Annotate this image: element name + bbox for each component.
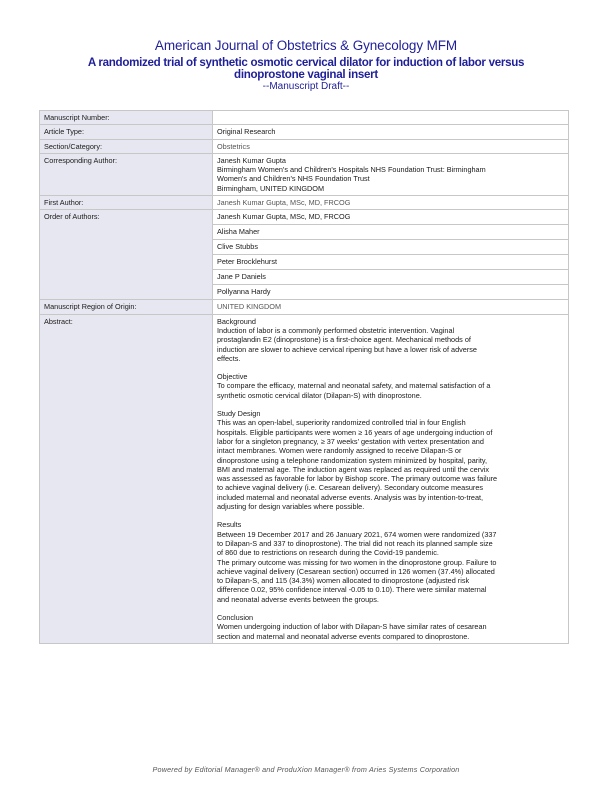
label-corresponding-author: Corresponding Author:	[40, 153, 213, 195]
value-abstract	[213, 314, 569, 643]
label-section: Section/Category:	[40, 139, 213, 153]
abstract-study-design	[217, 409, 564, 511]
abstract-line: hospitals. Eligible participants were women ≥ 16 years of age undergoing induction of	[217, 427, 493, 437]
abstract-heading: Results	[217, 520, 242, 530]
label-manuscript-number: Manuscript Number:	[40, 111, 213, 125]
abstract-line: labor for a singleton pregnancy, ≥ 37 weeks' gestation with vertex presentation and	[217, 436, 484, 446]
abstract-heading: Background	[217, 316, 256, 326]
abstract-objective	[217, 372, 564, 400]
row-corresponding-author	[40, 153, 569, 195]
row-order-of-authors	[40, 210, 569, 225]
author-entry: Jane P Daniels	[213, 270, 569, 285]
corresponding-line: Janesh Kumar Gupta	[217, 155, 286, 165]
manuscript-draft-label: --Manuscript Draft--	[262, 81, 350, 92]
abstract-line: intact membranes. Women were randomly assigned to receive Dilapan-S or	[217, 446, 462, 456]
abstract-line: dinoprostone using a telephone randomization system minimized by hospital, parity,	[217, 455, 487, 465]
abstract-line: This was an open-label, superiority randomized controlled trial in four English	[217, 418, 466, 428]
corresponding-line: Birmingham Women's and Children's Hospitals NHS Foundation Trust: Birmingham	[217, 165, 486, 175]
author-entry: Peter Brocklehurst	[213, 255, 569, 270]
journal-name: American Journal of Obstetrics & Gynecology MFM	[154, 38, 458, 53]
abstract-line: section and maternal and neonatal adverse events compared to dinoprostone.	[217, 631, 470, 641]
row-region-of-origin	[40, 300, 569, 314]
abstract-line: difference 0.02, 95% confidence interval -0.05 to 0.10). There were similar maternal	[217, 585, 487, 595]
abstract-line: prostaglandin E2 (dinoprostone) is a first-choice agent. Mechanical methods of	[217, 335, 471, 345]
abstract-line: To compare the efficacy, maternal and neonatal safety, and maternal satisfaction of a	[217, 381, 491, 391]
corresponding-line: Birmingham, UNITED KINGDOM	[217, 183, 325, 193]
abstract-conclusion	[217, 613, 564, 641]
value-first-author: Janesh Kumar Gupta, MSc, MD, FRCOG	[213, 196, 569, 210]
abstract-line: adjusting for design variables where possible.	[217, 502, 365, 512]
abstract-line: Women undergoing induction of labor with Dilapan-S have similar rates of cesarean	[217, 622, 487, 632]
row-abstract	[40, 314, 569, 643]
abstract-background	[217, 317, 564, 363]
abstract-line: induction are slower to achieve cervical ripening but have a lower risk of adverse	[217, 344, 477, 354]
abstract-line: synthetic osmotic cervical dilator (Dilapan-S) with dinoprostone.	[217, 390, 422, 400]
corresponding-line: Women's and Children's NHS Foundation Trust	[217, 174, 370, 184]
abstract-heading: Conclusion	[217, 612, 254, 622]
abstract-line: effects.	[217, 353, 241, 363]
label-first-author: First Author:	[40, 196, 213, 210]
abstract-line: was assessed as favorable for labor by Bishop score. The primary outcome was failure	[217, 474, 498, 484]
document-header	[0, 38, 612, 93]
abstract-line: to Dilapan-S, and 115 (34.3%) women allocated to dinoprostone (adjusted risk	[217, 576, 470, 586]
abstract-line: Between 19 December 2017 and 26 January 2021, 674 women were randomized (337	[217, 529, 497, 539]
abstract-line: and neonatal adverse events between the groups.	[217, 594, 379, 604]
value-manuscript-number	[213, 111, 569, 125]
abstract-line: achieve vaginal delivery (Cesarean section) occurred in 126 women (37.4%) allocated	[217, 566, 495, 576]
author-entry: Janesh Kumar Gupta, MSc, MD, FRCOG	[213, 210, 569, 225]
label-article-type: Article Type:	[40, 125, 213, 139]
author-entry: Alisha Maher	[213, 225, 569, 240]
row-section	[40, 139, 569, 153]
abstract-results	[217, 520, 564, 604]
row-article-type	[40, 125, 569, 139]
row-first-author	[40, 196, 569, 210]
abstract-line: included maternal and neonatal adverse events. Analysis was by intention-to-treat,	[217, 492, 484, 502]
abstract-line: BMI and maternal age. The induction agent was replaced as required until the cervix	[217, 464, 490, 474]
abstract-line: to achieve vaginal delivery (i.e. Cesarean delivery). Secondary outcome measures	[217, 483, 484, 493]
abstract-heading: Study Design	[217, 409, 261, 419]
abstract-line: of 860 due to restrictions on research during the Covid-19 pandemic.	[217, 548, 439, 558]
row-manuscript-number	[40, 111, 569, 125]
abstract-line: to Dilapan-S and 337 to dinoprostone). The trial did not reach its planned sample size	[217, 538, 493, 548]
manuscript-details-table	[39, 110, 569, 644]
label-order-of-authors: Order of Authors:	[40, 210, 213, 300]
article-title-line-2: dinoprostone vaginal insert	[234, 68, 378, 81]
abstract-line: Induction of labor is a commonly performed obstetric intervention. Vaginal	[217, 325, 455, 335]
abstract-heading: Objective	[217, 372, 248, 382]
value-article-type: Original Research	[213, 125, 569, 139]
abstract-line: The primary outcome was missing for two women in the dinoprostone group. Failure to	[217, 557, 497, 567]
label-abstract: Abstract:	[40, 314, 213, 643]
powered-by-footer: Powered by Editorial Manager® and ProduXion Manager® from Aries Systems Corporation	[152, 765, 460, 774]
value-corresponding-author	[213, 153, 569, 195]
value-region-of-origin: UNITED KINGDOM	[213, 300, 569, 314]
author-entry: Clive Stubbs	[213, 240, 569, 255]
value-section: Obstetrics	[213, 139, 569, 153]
author-entry: Pollyanna Hardy	[213, 285, 569, 300]
article-title-line-1: A randomized trial of synthetic osmotic cervical dilator for induction of labor versus	[87, 56, 525, 69]
label-region-of-origin: Manuscript Region of Origin:	[40, 300, 213, 314]
